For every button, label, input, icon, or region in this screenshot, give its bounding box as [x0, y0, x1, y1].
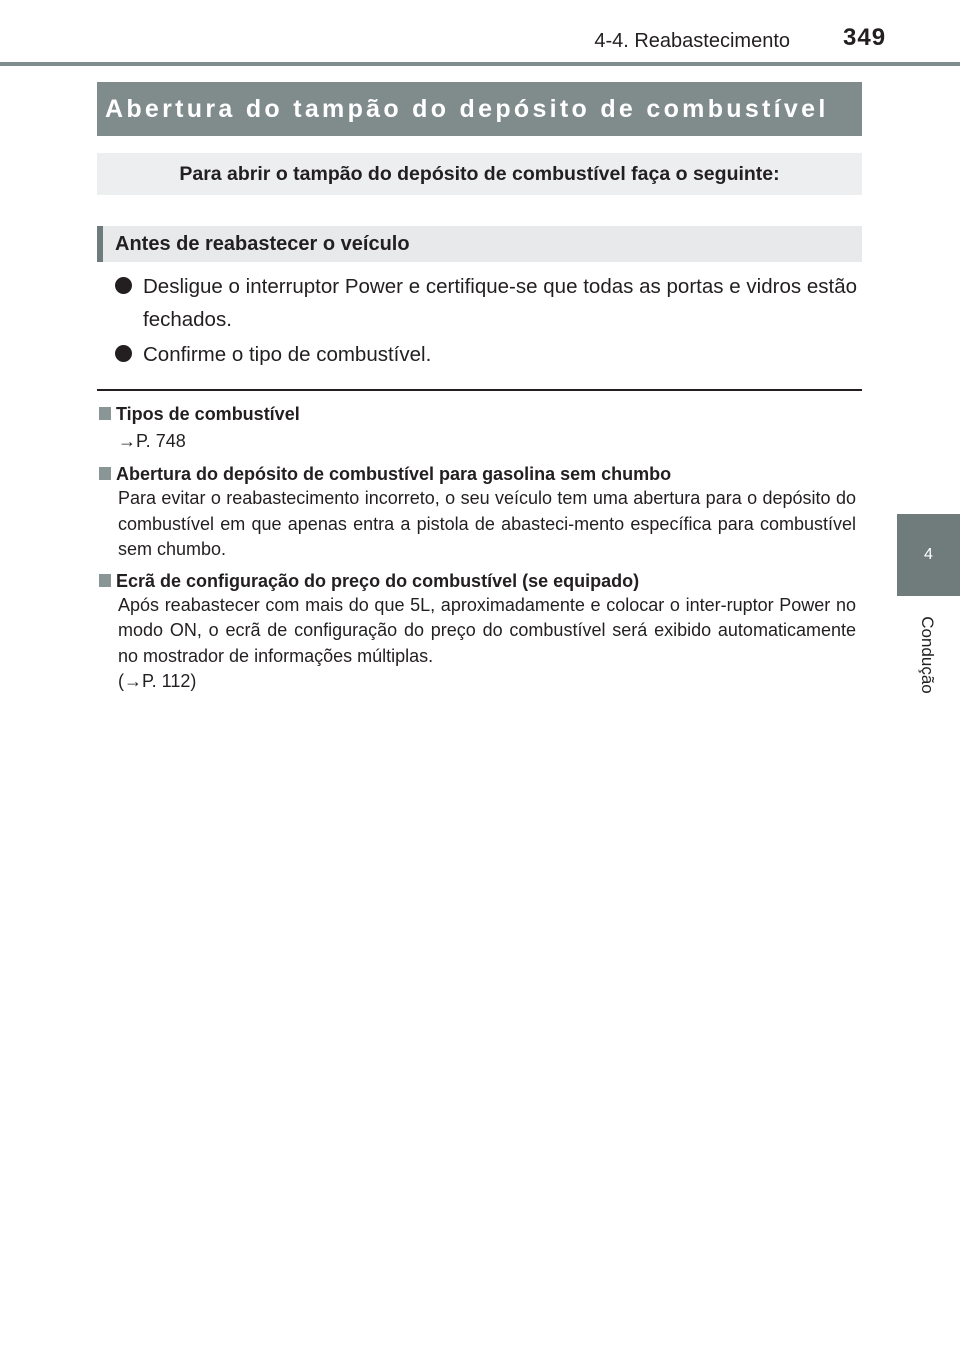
main-title: Abertura do tampão do depósito de combustível: [97, 82, 862, 136]
note-body: Após reabastecer com mais do que 5L, aproximadamente e colocar o inter-ruptor Power no modo ON, o ecrã de configuração do preço do combustível será exibido automaticamente no mostrador de informações múltiplas.: [118, 594, 856, 666]
section-divider: [97, 389, 862, 391]
bullet-text: Desligue o interruptor Power e certifique-se que todas as portas e vidros estão fechados.: [143, 275, 857, 331]
chapter-label: [903, 600, 951, 710]
intro-box: Para abrir o tampão do depósito de combustível faça o seguinte:: [97, 153, 862, 195]
page-reference-link[interactable]: →P. 748: [118, 431, 186, 451]
header-rule: [0, 62, 960, 66]
note-title: [99, 462, 856, 486]
square-bullet-icon: [99, 574, 111, 587]
header-section-title: 4-4. Reabastecimento: [594, 30, 790, 52]
sub-heading: Antes de reabastecer o veículo: [97, 226, 862, 262]
square-bullet-icon: [99, 467, 111, 480]
chapter-label-text: Condução: [918, 616, 938, 694]
page-number: 349: [843, 24, 887, 51]
note-item: [99, 569, 856, 695]
bullet-dot-icon: [115, 345, 132, 362]
note-title-text: Abertura do depósito de combustível para gasolina sem chumbo: [116, 464, 672, 484]
note-body: Para evitar o reabastecimento incorreto, o seu veículo tem uma abertura para o depósito do combustível em que apenas entra a pistola de abasteci-mento específica para combustível sem chumbo.: [118, 488, 856, 559]
bullet-item: [115, 270, 857, 336]
bullet-item: [115, 338, 857, 371]
notes-list: [99, 402, 856, 701]
bullet-dot-icon: [115, 277, 132, 294]
note-item: [99, 462, 856, 563]
page-reference-link[interactable]: (→P. 112): [118, 671, 197, 691]
chapter-tab[interactable]: [897, 514, 960, 596]
chapter-number: 4: [924, 546, 933, 563]
bullet-text: Confirme o tipo de combustível.: [143, 343, 432, 366]
note-item: [99, 402, 856, 456]
square-bullet-icon: [99, 407, 111, 420]
note-title-text: Ecrã de configuração do preço do combustível (se equipado): [116, 570, 640, 591]
note-title-text: Tipos de combustível: [116, 404, 300, 424]
bullet-list: [115, 270, 857, 373]
note-title: [99, 402, 856, 426]
note-title: [99, 569, 856, 593]
